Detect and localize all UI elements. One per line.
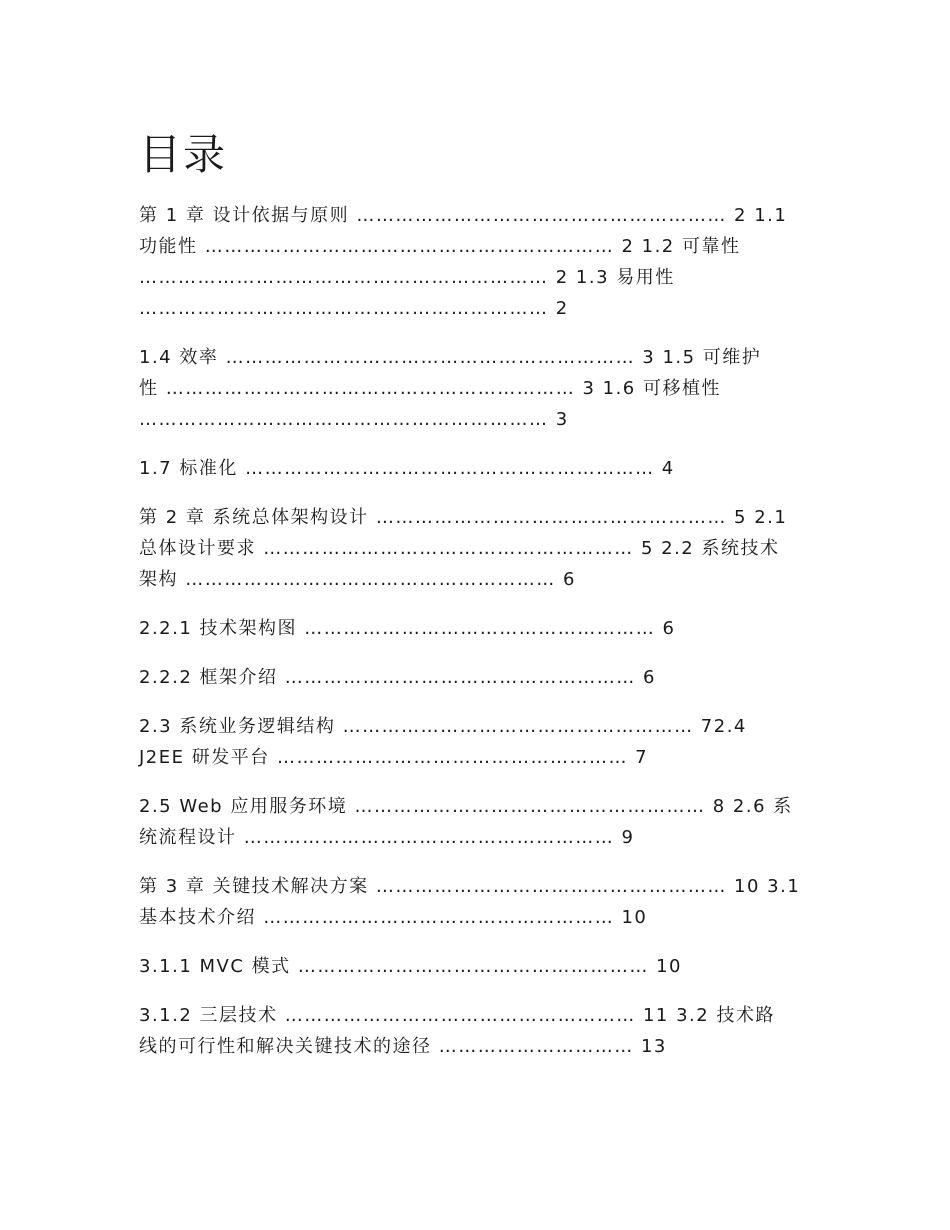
toc-line: 统流程设计 ………………………………………………… 9 <box>139 827 635 848</box>
toc-line: 第 1 章 设计依据与原则 ………………………………………………… 2 1.1 <box>139 205 788 226</box>
toc-line: 3.1.1 MVC 模式 ……………………………………………… 10 <box>139 956 683 977</box>
toc-line: 1.7 标准化 ……………………………………………………… 4 <box>139 458 675 479</box>
toc-line: 2.2.1 技术架构图 ……………………………………………… 6 <box>139 618 676 639</box>
toc-line: ……………………………………………………… 2 1.3 易用性 <box>139 267 675 288</box>
toc-paragraph <box>139 711 819 773</box>
toc-line: 2.3 系统业务逻辑结构 ……………………………………………… 72.4 <box>139 716 747 737</box>
toc-line: 基本技术介绍 ……………………………………………… 10 <box>139 907 648 928</box>
toc-paragraph <box>139 342 819 435</box>
toc-line: 线的可行性和解决关键技术的途径 ………………………… 13 <box>139 1036 667 1057</box>
table-of-contents <box>139 200 819 1080</box>
toc-paragraph <box>139 200 819 324</box>
toc-line: 性 ……………………………………………………… 3 1.6 可移植性 <box>139 378 721 399</box>
toc-line: 功能性 ……………………………………………………… 2 1.2 可靠性 <box>139 236 741 257</box>
toc-paragraph <box>139 791 819 853</box>
toc-line: ……………………………………………………… 3 <box>139 409 569 430</box>
toc-line: 架构 ………………………………………………… 6 <box>139 569 576 590</box>
toc-paragraph <box>139 453 819 484</box>
toc-paragraph <box>139 871 819 933</box>
toc-paragraph <box>139 951 819 982</box>
toc-line: J2EE 研发平台 ……………………………………………… 7 <box>139 747 649 768</box>
toc-line: 总体设计要求 ………………………………………………… 5 2.2 系统技术 <box>139 538 780 559</box>
toc-line: 3.1.2 三层技术 ……………………………………………… 11 3.2 技术路 <box>139 1005 775 1026</box>
toc-line: 2.5 Web 应用服务环境 ……………………………………………… 8 2.6 系 <box>139 796 793 817</box>
toc-line: 2.2.2 框架介绍 ……………………………………………… 6 <box>139 667 656 688</box>
toc-line: 第 2 章 系统总体架构设计 ……………………………………………… 5 2.1 <box>139 507 788 528</box>
toc-line: ……………………………………………………… 2 <box>139 298 569 319</box>
toc-paragraph <box>139 1000 819 1062</box>
toc-line: 1.4 效率 ……………………………………………………… 3 1.5 可维护 <box>139 347 762 368</box>
toc-paragraph <box>139 613 819 644</box>
toc-paragraph <box>139 502 819 595</box>
toc-paragraph <box>139 662 819 693</box>
toc-line: 第 3 章 关键技术解决方案 ……………………………………………… 10 3.1 <box>139 876 801 897</box>
toc-title: 目录 <box>139 130 228 179</box>
